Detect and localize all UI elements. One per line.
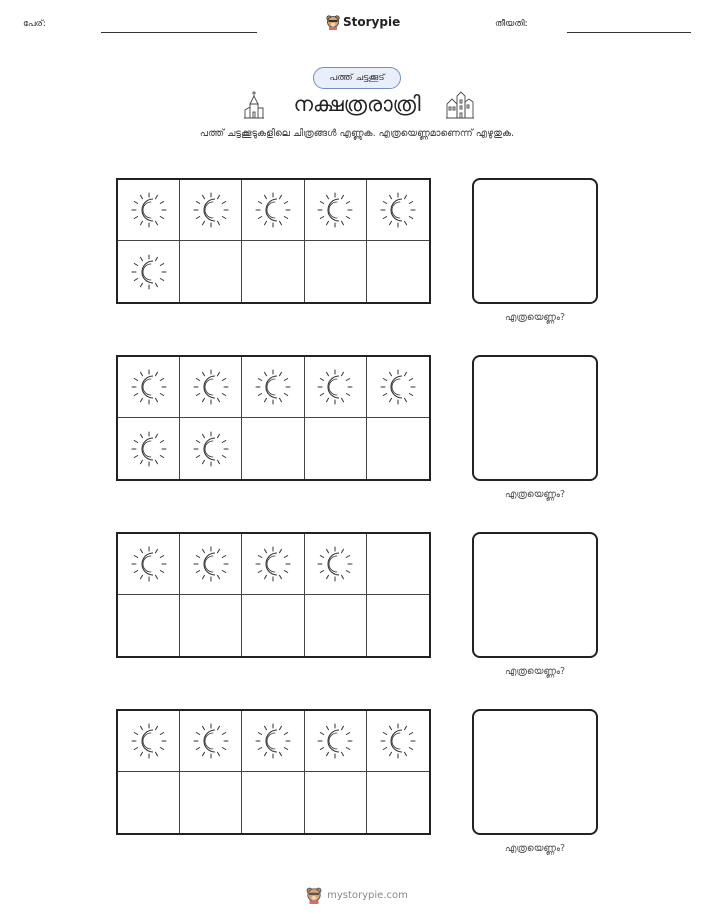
ten-frame-cell [180, 418, 242, 479]
footer-url[interactable]: mystorypie.com [327, 889, 408, 901]
date-line[interactable] [567, 32, 691, 33]
moon-sun-icon [192, 368, 230, 406]
answer-box[interactable] [472, 532, 598, 658]
ten-frame-cell [180, 357, 242, 418]
ten-frame-cell [118, 534, 180, 595]
ten-frame-cell [180, 595, 242, 656]
date-label: തീയതി: [495, 19, 528, 29]
ten-frame-cell [118, 595, 180, 656]
ten-frame-cell [118, 241, 180, 302]
moon-sun-icon [192, 722, 230, 760]
moon-sun-icon [130, 253, 168, 291]
ten-frame-cell [305, 357, 367, 418]
how-many-label: എത്രയെണ്ണം? [504, 489, 566, 500]
ten-frame-cell [118, 772, 180, 833]
answer-box[interactable] [472, 355, 598, 481]
ten-frame [116, 178, 431, 304]
brand-name: Storypie [343, 15, 401, 29]
ten-frame-cell [367, 595, 429, 656]
answer-box[interactable] [472, 709, 598, 835]
name-line[interactable] [101, 32, 257, 33]
ten-frame-cell [242, 595, 304, 656]
answer-box[interactable] [472, 178, 598, 304]
moon-sun-icon [254, 545, 292, 583]
moon-sun-icon [192, 545, 230, 583]
badge-label: പത്ത് ചട്ടക്കൂട് [329, 73, 385, 83]
footer [0, 886, 714, 904]
ten-frame-cell [367, 534, 429, 595]
ten-frame-cell [118, 711, 180, 772]
ten-frame-cell [242, 418, 304, 479]
ten-frame-cell [180, 772, 242, 833]
ten-frame-cell [180, 711, 242, 772]
ten-frame-cell [118, 357, 180, 418]
ten-frame-cell [367, 357, 429, 418]
name-label: പേര്: [23, 19, 46, 29]
ten-frame-cell [242, 357, 304, 418]
ten-frame-cell [305, 772, 367, 833]
moon-sun-icon [316, 545, 354, 583]
page-title: നക്ഷത്രരാത്രി [293, 92, 421, 116]
ten-frame-cell [180, 534, 242, 595]
ten-frame-cell [305, 595, 367, 656]
moon-sun-icon [254, 191, 292, 229]
ten-frame-cell [118, 180, 180, 241]
ten-frame-cell [242, 534, 304, 595]
instructions: പത്ത് ചട്ടക്കൂടുകളിലെ ചിത്രങ്ങൾ എണ്ണുക. എത്രയെണ്ണമാണെന്ന് എഴുതുക. [199, 128, 515, 139]
ten-frame [116, 709, 431, 835]
moon-sun-icon [192, 430, 230, 468]
ten-frame-cell [367, 241, 429, 302]
town-icon [445, 90, 475, 120]
ten-frame [116, 532, 431, 658]
moon-sun-icon [254, 368, 292, 406]
how-many-label: എത്രയെണ്ണം? [504, 312, 566, 323]
bear-logo-icon [306, 886, 322, 904]
ten-frame-cell [367, 180, 429, 241]
how-many-label: എത്രയെണ്ണം? [504, 843, 566, 854]
moon-sun-icon [316, 191, 354, 229]
ten-frame-cell [367, 418, 429, 479]
bear-logo-icon [326, 14, 340, 30]
moon-sun-icon [379, 191, 417, 229]
moon-sun-icon [316, 368, 354, 406]
worksheet-type-badge [313, 67, 401, 89]
ten-frame-cell [305, 180, 367, 241]
ten-frame-cell [242, 241, 304, 302]
ten-frame-cell [118, 418, 180, 479]
moon-sun-icon [130, 191, 168, 229]
brand-logo [326, 14, 400, 30]
ten-frame-cell [305, 711, 367, 772]
moon-sun-icon [130, 545, 168, 583]
ten-frame [116, 355, 431, 481]
ten-frame-cell [180, 180, 242, 241]
moon-sun-icon [130, 722, 168, 760]
ten-frame-cell [305, 534, 367, 595]
how-many-label: എത്രയെണ്ണം? [504, 666, 566, 677]
ten-frame-cell [367, 772, 429, 833]
moon-sun-icon [192, 191, 230, 229]
ten-frame-cell [242, 180, 304, 241]
ten-frame-cell [180, 241, 242, 302]
ten-frame-cell [367, 711, 429, 772]
moon-sun-icon [379, 368, 417, 406]
moon-sun-icon [130, 368, 168, 406]
ten-frame-cell [242, 772, 304, 833]
moon-sun-icon [316, 722, 354, 760]
moon-sun-icon [379, 722, 417, 760]
moon-sun-icon [130, 430, 168, 468]
ten-frame-cell [305, 241, 367, 302]
ten-frame-cell [305, 418, 367, 479]
moon-sun-icon [254, 722, 292, 760]
ten-frame-cell [242, 711, 304, 772]
